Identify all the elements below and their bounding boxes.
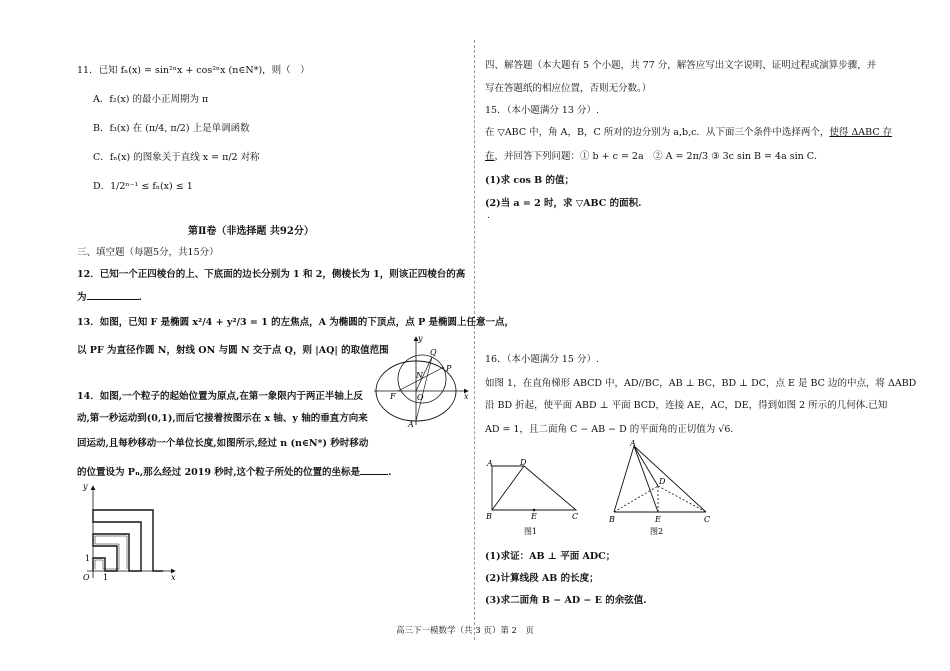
q15-sub2: (2)当 a = 2 时，求 ▽ABC 的面积. (485, 198, 642, 209)
caption-fig1: 图1 (524, 527, 538, 536)
option-label: A． (93, 94, 110, 105)
option-label: B． (93, 123, 110, 134)
q14-line4-text: 的位置设为 Pₙ,那么经过 2019 秒时,这个粒子所处的位置的坐标是 (77, 467, 361, 478)
label-n: N (416, 371, 423, 380)
q15-conditions: ，并回答下列问题：① b + c = 2a ② A = 2π/3 ③ 3c sin B = 4a sin C． (494, 151, 824, 162)
label-a: A (487, 459, 493, 468)
q12-line2: 为 . (77, 292, 142, 303)
label-a: A (408, 420, 414, 429)
q15-sub1: (1)求 cos B 的值； (485, 175, 575, 186)
trapezoid-abcd (492, 466, 576, 510)
q12-line2-text: 为 (77, 292, 87, 303)
q15-header: 15．（本小题满分 13 分）. (485, 105, 599, 116)
q13-line2: 以 PF 为直径作圆 N，射线 ON 与圆 N 交于点 Q，则 |AQ| 的取值范围 (77, 345, 389, 356)
q16-sub1: (1)求证：AB ⊥ 平面 ADC； (485, 551, 616, 562)
point-e (533, 509, 536, 512)
section4-line2: 写在答题纸的相应位置，否则无分数。） (485, 83, 652, 94)
label-o: O (417, 393, 424, 402)
q11-option-c (93, 149, 260, 163)
label-e: E (531, 512, 537, 521)
q16-figure-1 (484, 458, 584, 538)
particle-path (93, 510, 163, 571)
q14-line3: 回运动,且每秒移动一个单位长度,如图所示,经过 n (n∈N*) 秒时移动 (77, 438, 369, 449)
q16-line3: AD = 1，且二面角 C − AB − D 的平面角的正切值为 √6． (485, 424, 740, 435)
page-footer: 高三下一模数学（共 3 页）第 2 页 (396, 626, 534, 636)
edge-ae (634, 446, 658, 512)
q11-option-a (93, 91, 208, 105)
label-y: y (83, 482, 88, 491)
q15-line1-text: 在 ▽ABC 中，角 A，B，C 所对的边分别为 a,b,c．从下面三个条件中选择两个， (485, 127, 830, 138)
edge-ab (614, 446, 634, 512)
q15-line1 (485, 124, 892, 138)
q12-line1: 12．已知一个正四棱台的上、下底面的边长分别为 1 和 2，侧棱长为 1，则该正四棱台的高 (77, 269, 466, 280)
q15-underlined-condition: 使得 ΔABC 存 (829, 127, 893, 138)
column-divider (474, 40, 475, 640)
q13-ellipse-figure (370, 333, 470, 428)
option-text: fₙ(x) 的图象关于直线 x = π/2 对称 (109, 152, 260, 163)
answer-blank (87, 290, 139, 300)
particle-path-inner (95, 536, 127, 569)
label-o: O (83, 573, 90, 582)
q15-underlined-tail: 在 (485, 151, 495, 162)
segment-aq (416, 357, 432, 421)
edge-ac (634, 446, 706, 512)
caption-fig2: 图2 (650, 527, 664, 536)
label-d: D (659, 477, 666, 486)
label-a: A (630, 439, 636, 448)
section3-header: 三、填空题（每题5分，共15分） (77, 247, 219, 258)
label-b: B (609, 515, 615, 524)
option-text: 1/2ⁿ⁻¹ ≤ fₙ(x) ≤ 1 (110, 181, 193, 192)
q16-sub3: (3)求二面角 B − AD − E 的余弦值. (485, 595, 647, 606)
label-x: x (464, 392, 469, 401)
label-c: C (572, 512, 579, 521)
option-label: C． (93, 152, 110, 163)
option-label: D． (93, 181, 111, 192)
q15-line2 (485, 148, 824, 162)
q16-header: 16．（本小题满分 15 分）. (485, 354, 599, 365)
part2-title: 第Ⅱ卷（非选择题 共92分） (188, 226, 314, 237)
label-y: y (418, 334, 423, 343)
label-one-y: 1 (85, 554, 91, 563)
section4-line1: 四、解答题（本大题有 5 个小题，共 77 分，解答应写出文字说明、证明过程或演算步骤，并 (485, 60, 877, 71)
q16-sub2: (2)计算线段 AB 的长度； (485, 573, 599, 584)
label-b: B (486, 512, 492, 521)
q16-line2: 沿 BD 折起，使平面 ABD ⊥ 平面 BCD，连接 AE，AC，DE，得到如图 2 所示的几何体.已知 (485, 400, 888, 411)
q11-stem: 11．已知 fₙ(x) = sin²ⁿx + cos²ⁿx (n∈N*)，则（ ） (77, 65, 310, 76)
label-p: P (446, 364, 452, 373)
option-text: f₃(x) 在 (π/4, π/2) 上是单调函数 (109, 123, 250, 134)
label-f: F (390, 392, 396, 401)
q13-line1: 13．如图，已知 F 是椭圆 x²/4 + y²/3 = 1 的左焦点，A 为椭圆的下顶点，点 P 是椭圆上任意一点， (77, 317, 515, 328)
label-e: E (655, 515, 661, 524)
label-one-x: 1 (103, 573, 109, 582)
q15-dot: . (487, 210, 491, 221)
diagonal-bd (492, 466, 524, 510)
option-text: f₂(x) 的最小正周期为 π (109, 94, 209, 105)
q14-line4: 的位置设为 Pₙ,那么经过 2019 秒时,这个粒子所处的位置的坐标是 . (77, 467, 392, 478)
label-d: D (520, 458, 527, 467)
q14-line1: 14．如图,一个粒子的起始位置为原点,在第一象限内于两正半轴上反 (77, 391, 363, 402)
q16-figure-2 (606, 440, 718, 538)
q16-line1: 如图 1，在直角梯形 ABCD 中，AD//BC，AB ⊥ BC，BD ⊥ DC，点 E 是 BC 边的中点，将 ΔABD (485, 378, 917, 389)
label-q: Q (430, 348, 437, 357)
q14-path-figure (75, 483, 180, 583)
label-x: x (171, 573, 176, 582)
label-c: C (704, 515, 711, 524)
q11-option-b (93, 120, 250, 134)
q11-option-d (93, 178, 193, 192)
q14-line2: 动,第一秒运动到(0,1),而后它接着按图示在 x 轴、y 轴的垂直方向来 (77, 413, 368, 424)
answer-blank (360, 465, 388, 475)
